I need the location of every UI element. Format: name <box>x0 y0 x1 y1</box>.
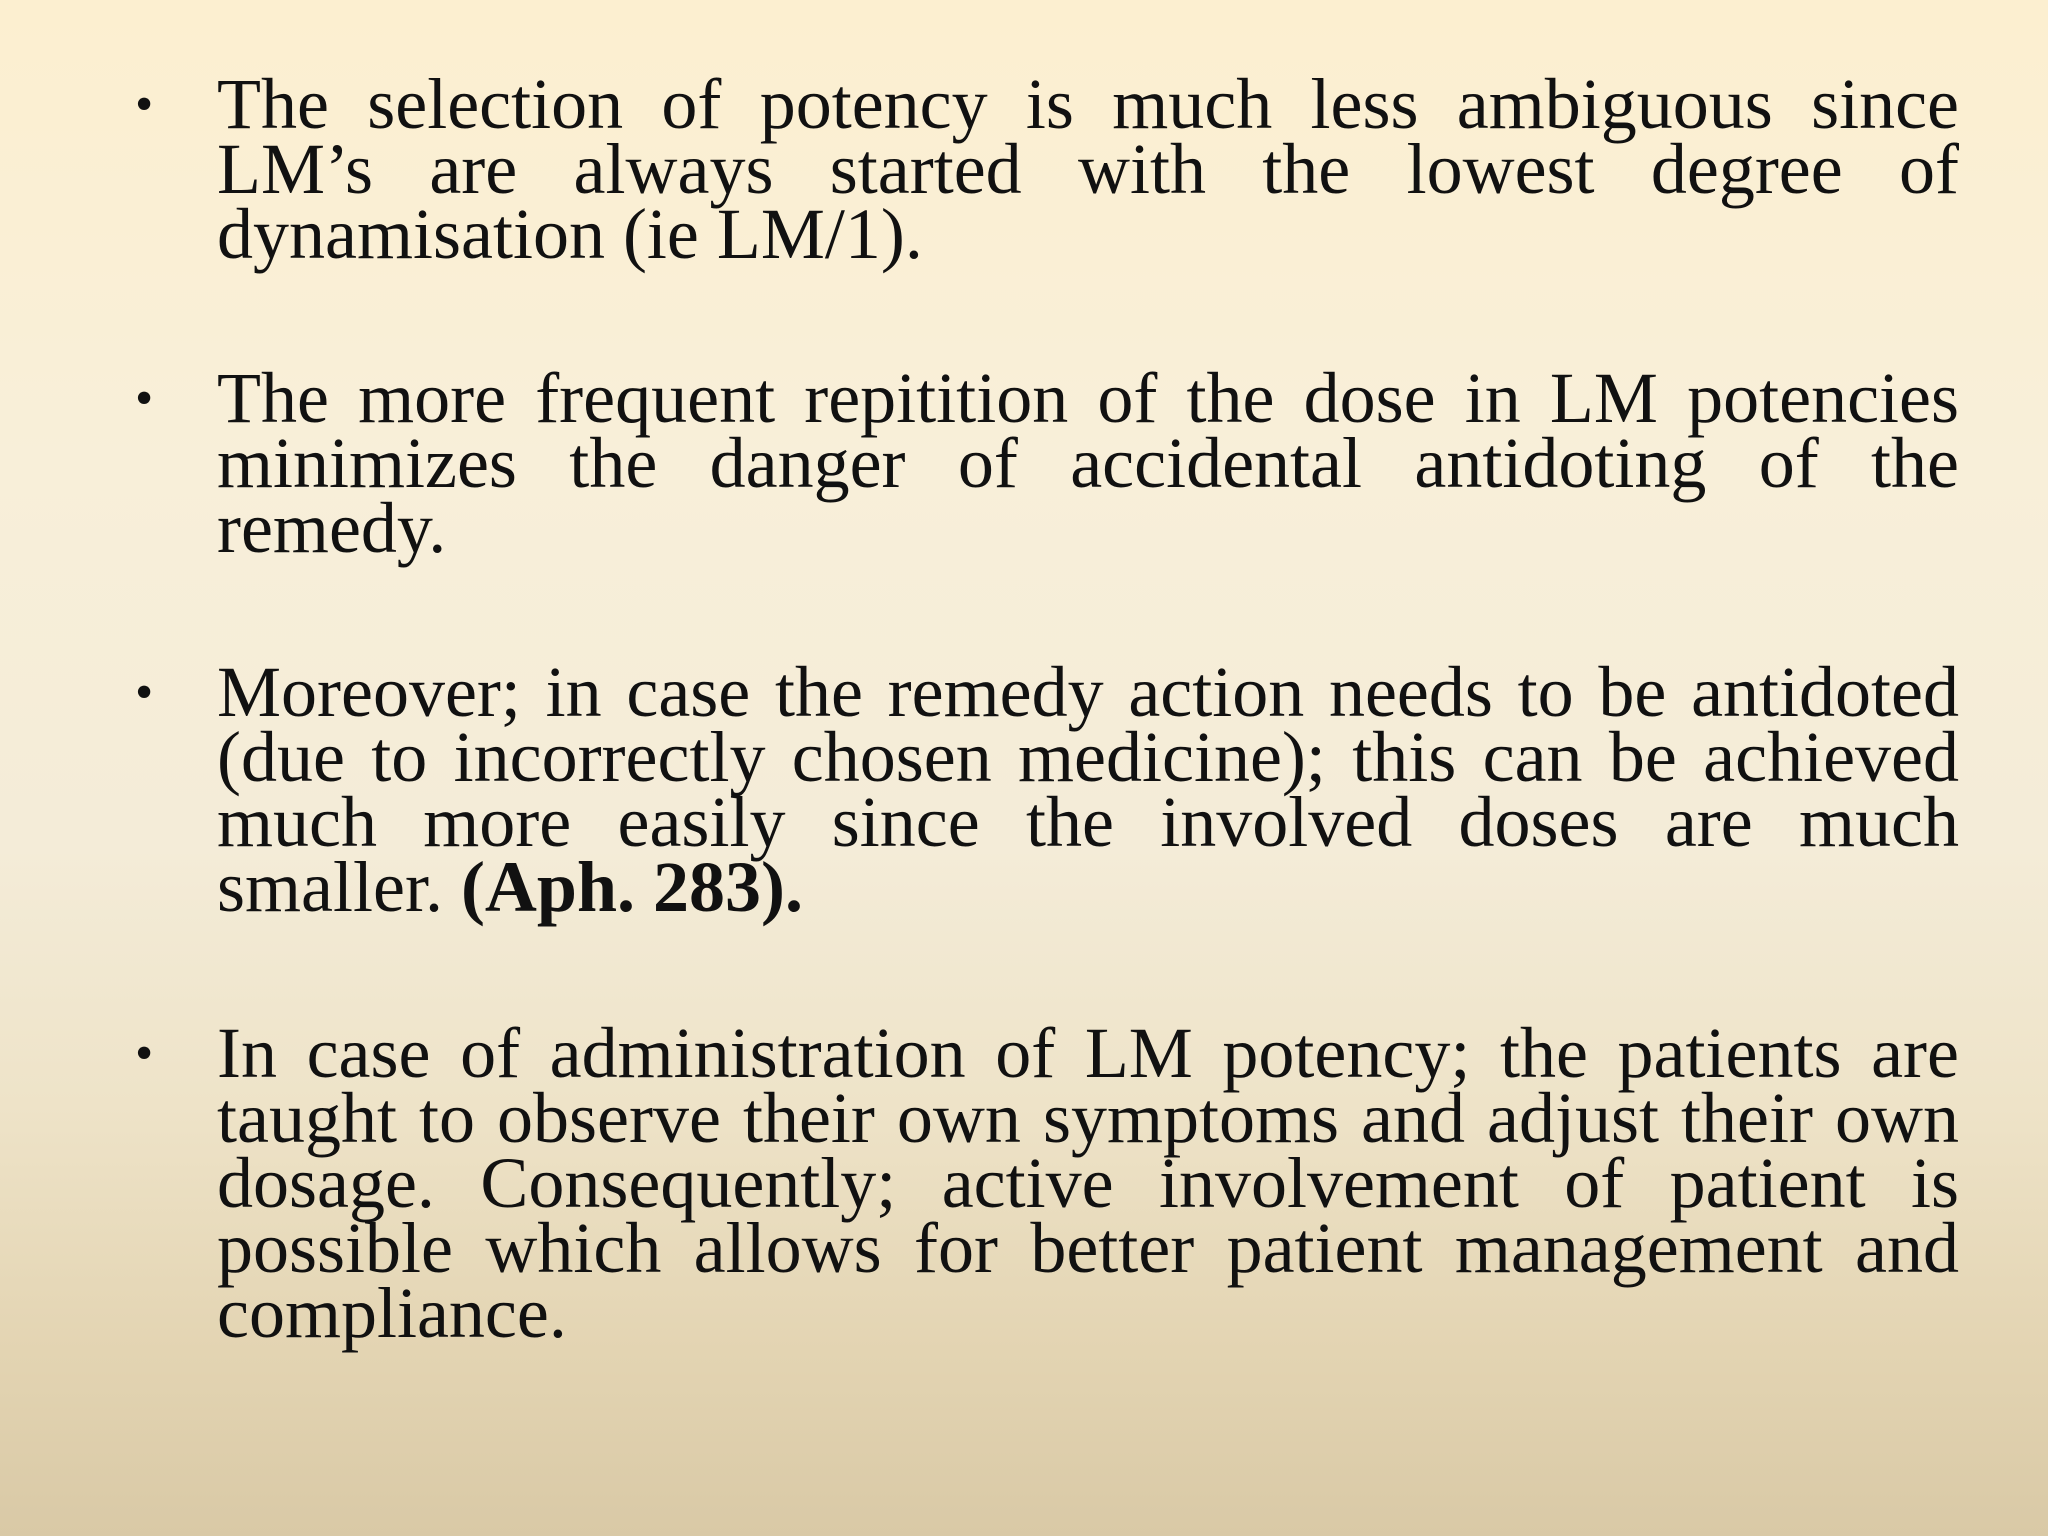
bullet-text: The more frequent repitition of the dose in LM potencies minimizes the danger of accidental antidoting of the remedy. <box>217 358 1959 568</box>
bullet-item <box>135 1013 1959 1353</box>
bullet-text: The selection of potency is much less ambiguous since LM’s are always started with the lowest degree of dynamisation (ie LM/1). <box>217 64 1959 274</box>
bullet-icon: • <box>135 664 154 721</box>
bullet-icon: • <box>135 1025 154 1082</box>
bullet-text: In case of administration of LM potency; the patients are taught to observe their own symptoms and adjust their own dosage. Consequently; active involvement of patient is possible which allows for better patient management and compliance. <box>217 1013 1959 1353</box>
bullet-item <box>135 358 1959 568</box>
bullet-text: Moreover; in case the remedy action needs to be antidoted (due to incorrectly chosen medicine); this can be achieved much more easily since the involved doses are much smaller. <box>217 652 1959 927</box>
bullet-item <box>135 652 1959 927</box>
bullet-item <box>135 64 1959 274</box>
bullet-icon: • <box>135 76 154 133</box>
aphorism-reference: (Aph. 283). <box>460 847 803 927</box>
bullet-icon: • <box>135 370 154 427</box>
